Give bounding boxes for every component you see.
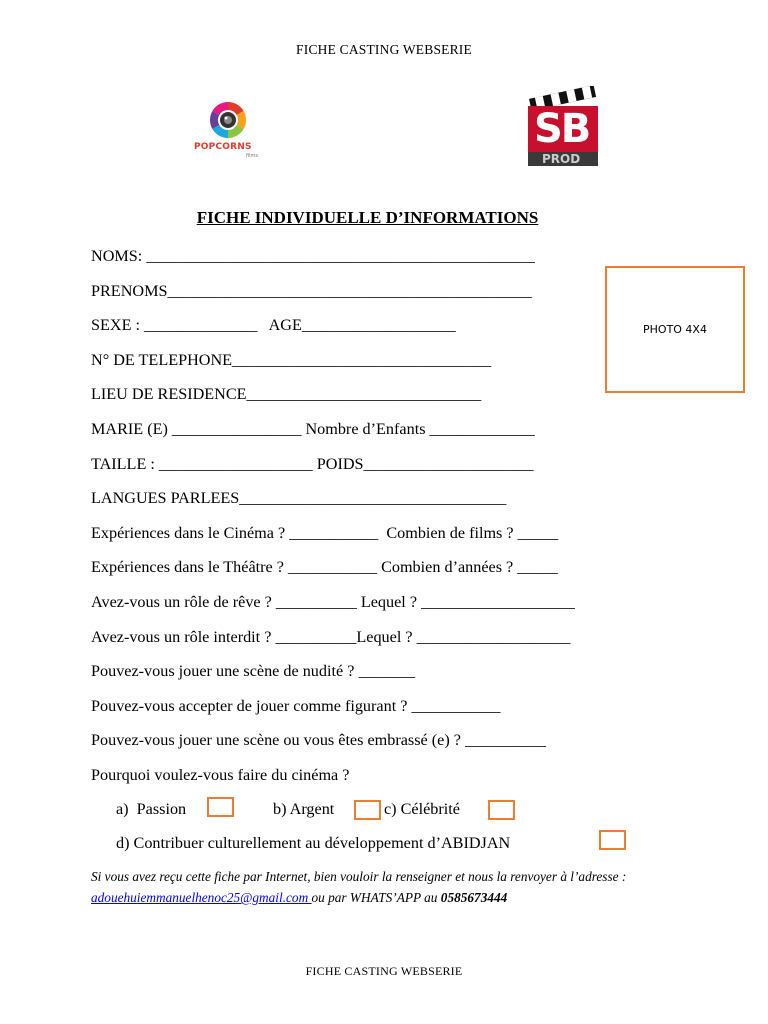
email-link[interactable]: adouehuiemmanuelhenoc25@gmail.com xyxy=(91,890,312,905)
note-text-2: ou par WHATS’APP au xyxy=(311,890,441,905)
field-figurant[interactable]: Pouvez-vous accepter de jouer comme figurant ? ___________ xyxy=(91,697,501,715)
field-taille-poids[interactable]: TAILLE : ___________________ POIDS_____________________ xyxy=(91,455,534,473)
field-noms[interactable]: NOMS: ________________________________________________ xyxy=(91,247,535,265)
checkbox-argent[interactable] xyxy=(354,800,381,820)
option-celebrite-label: c) Célébrité xyxy=(384,800,460,818)
form-title-text: FICHE INDIVIDUELLE D’INFORMATIONS xyxy=(196,208,539,227)
photo-label: PHOTO 4X4 xyxy=(643,323,707,336)
popcorns-logo-text: POPCORNS xyxy=(194,142,252,152)
sb-prod-logo xyxy=(522,86,604,170)
checkbox-contribuer[interactable] xyxy=(599,830,626,850)
field-prenoms[interactable]: PRENOMS_____________________________________________ xyxy=(91,282,532,300)
checkbox-passion[interactable] xyxy=(207,797,234,817)
field-role-interdit[interactable]: Avez-vous un rôle interdit ? __________Lequel ? ___________________ xyxy=(91,628,571,646)
prod-logo-text: PROD xyxy=(542,152,581,166)
sb-logo-text: SB xyxy=(534,106,590,152)
field-nudite[interactable]: Pouvez-vous jouer une scène de nudité ? _______ xyxy=(91,662,416,680)
field-sexe-age[interactable]: SEXE : ______________ AGE___________________ xyxy=(91,316,456,334)
page-footer: FICHE CASTING WEBSERIE xyxy=(305,964,463,978)
question-pourquoi: Pourquoi voulez-vous faire du cinéma ? xyxy=(91,766,350,784)
popcorns-logo-subtext: films xyxy=(246,153,259,159)
option-contribuer-label: d) Contribuer culturellement au développement d’ABIDJAN xyxy=(116,834,511,852)
field-embrasse[interactable]: Pouvez-vous jouer une scène ou vous êtes embrassé (e) ? __________ xyxy=(91,731,546,749)
note-text-1: Si vous avez reçu cette fiche par Internet, bien vouloir la renseigner et nous la renvoyer à l’adresse : xyxy=(91,869,627,884)
field-telephone[interactable]: N° DE TELEPHONE________________________________ xyxy=(91,351,492,369)
field-experience-cinema[interactable]: Expériences dans le Cinéma ? ___________ Combien de films ? _____ xyxy=(91,524,559,542)
field-residence[interactable]: LIEU DE RESIDENCE_____________________________ xyxy=(91,385,482,403)
field-role-reve[interactable]: Avez-vous un rôle de rêve ? __________ Lequel ? ___________________ xyxy=(91,593,575,611)
popcorns-logo xyxy=(186,98,270,170)
form-title xyxy=(0,208,728,228)
page-header: FICHE CASTING WEBSERIE xyxy=(296,42,472,57)
option-passion-label: a) Passion xyxy=(116,800,187,818)
field-experience-theatre[interactable]: Expériences dans le Théâtre ? ___________ Combien d’années ? _____ xyxy=(91,558,558,576)
field-langues[interactable]: LANGUES PARLEES_________________________________ xyxy=(91,489,507,507)
checkbox-celebrite[interactable] xyxy=(488,800,515,820)
instruction-note xyxy=(91,866,659,908)
whatsapp-number: 0585673444 xyxy=(440,890,508,905)
option-argent-label: b) Argent xyxy=(273,800,335,818)
photo-placeholder[interactable] xyxy=(605,266,745,393)
field-marie-enfants[interactable]: MARIE (E) ________________ Nombre d’Enfants _____________ xyxy=(91,420,535,438)
